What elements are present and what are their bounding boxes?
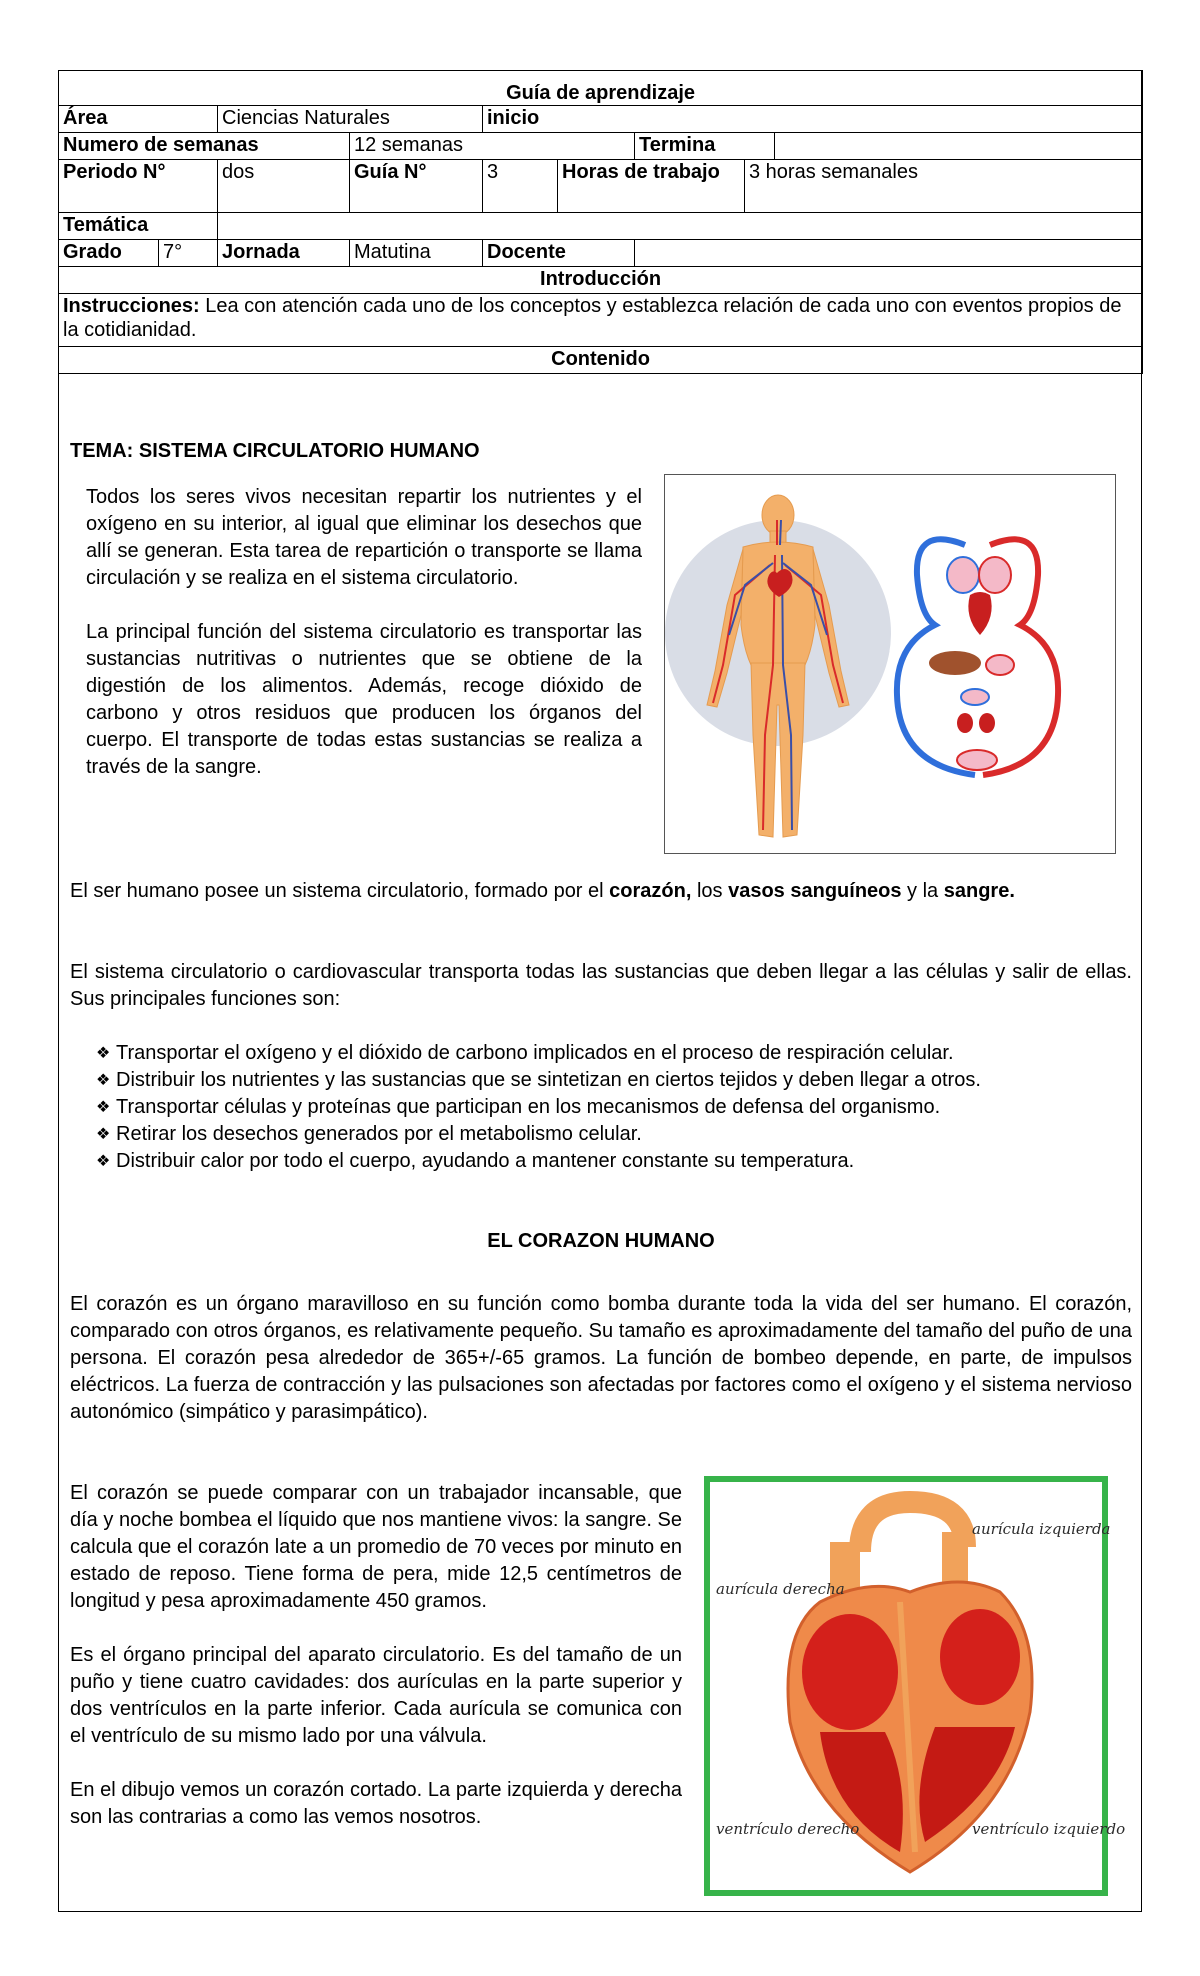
guia-value: 3: [483, 160, 558, 213]
semanas-value: 12 semanas: [350, 133, 635, 160]
docente-label: Docente: [483, 240, 635, 267]
term-corazon: corazón,: [609, 880, 692, 902]
circulatory-system-image: [664, 474, 1116, 854]
paragraph: Todos los seres vivos necesitan repartir los nutrientes y el oxígeno en su interior, al igual que eliminar los desechos que allí se generan. Esta tarea de repartición o transporte se llama circulación y se realiza en el sistema circulatorio.: [86, 486, 642, 589]
list-item: ❖ Transportar el oxígeno y el dióxido de carbono implicados en el proceso de respiración celular.: [70, 1040, 1132, 1067]
periodo-label: Periodo N°: [59, 160, 218, 213]
paragraph-functions-intro: El sistema circulatorio o cardiovascular transporta todas las sustancias que deben llegar a las células y salir de ellas. Sus principales funciones son:: [70, 961, 1132, 1010]
instructions-label: Instrucciones:: [63, 295, 200, 317]
paragraph: En el dibujo vemos un corazón cortado. La parte izquierda y derecha son las contrarias a como las vemos nosotros.: [70, 1779, 682, 1828]
jornada-label: Jornada: [218, 240, 350, 267]
tematica-label: Temática: [59, 213, 218, 240]
paragraph: El corazón se puede comparar con un trabajador incansable, que día y noche bombea el líquido que nos mantiene vivos: la sangre. Se calcula que el corazón late a un promedio de 70 veces por minuto en estado de reposo. Tiene forma de pera, mide 12,5 centímetros de longitud y pesa aproximadamente 450 gramos.: [70, 1482, 682, 1612]
diamond-bullet-icon: ❖: [96, 1099, 111, 1116]
list-item: ❖ Distribuir calor por todo el cuerpo, ayudando a mantener constante su temperatura.: [70, 1148, 1132, 1175]
intro-paragraphs: [86, 484, 642, 781]
diamond-bullet-icon: ❖: [96, 1045, 111, 1062]
horas-value: 3 horas semanales: [745, 160, 1143, 213]
heart-illustration: [710, 1482, 1126, 1890]
guide-header: [58, 70, 1142, 374]
paragraph: Es el órgano principal del aparato circulatorio. Es del tamaño de un puño y tiene cuatro cavidades: dos aurículas en la parte superior y dos ventrículos en la parte inferior. Cada aurícula se comunica con el ventrículo de su mismo lado por una válvula.: [70, 1644, 682, 1747]
header-table: [58, 70, 1143, 374]
circulatory-illustration: [665, 475, 1115, 853]
term-vasos: vasos sanguíneos: [728, 880, 902, 902]
instructions: [59, 294, 1143, 347]
guia-label: Guía N°: [350, 160, 483, 213]
contenido-label: Contenido: [59, 347, 1143, 374]
term-sangre: sangre.: [943, 880, 1015, 902]
diamond-bullet-icon: ❖: [96, 1072, 111, 1089]
area-value: Ciencias Naturales: [218, 106, 483, 133]
tema-heading: TEMA: SISTEMA CIRCULATORIO HUMANO: [70, 440, 480, 462]
paragraph: La principal función del sistema circulatorio es transportar las sustancias nutritivas o nutrientes que se obtiene de la digestión de los alimentos. Además, recoge dióxido de carbono y otros residuos que producen los órganos del cuerpo. El transporte de todas estas sustancias se realiza a través de la sangre.: [86, 621, 642, 778]
heart-image: [704, 1476, 1126, 1896]
semanas-label: Numero de semanas: [59, 133, 350, 160]
intro-label: Introducción: [59, 267, 1143, 294]
termina-value: [775, 133, 1143, 160]
grado-label: Grado: [59, 240, 159, 267]
list-item: ❖ Distribuir los nutrientes y las sustancias que se sintetizan en ciertos tejidos y deben llegar a otros.: [70, 1067, 1132, 1094]
area-label: Área: [59, 106, 218, 133]
functions-list: [70, 1040, 1132, 1175]
diamond-bullet-icon: ❖: [96, 1153, 111, 1170]
docente-value: [635, 240, 1143, 267]
instructions-text: Lea con atención cada uno de los conceptos y establezca relación de cada uno con eventos propios de la cotidianidad.: [63, 295, 1122, 341]
termina-label: Termina: [635, 133, 775, 160]
periodo-value: dos: [218, 160, 350, 213]
diamond-bullet-icon: ❖: [96, 1126, 111, 1143]
heart-section-title: EL CORAZON HUMANO: [487, 1230, 715, 1252]
jornada-value: Matutina: [350, 240, 483, 267]
inicio-label: inicio: [483, 106, 1143, 133]
label-auricula-izquierda: aurícula izquierda: [972, 1520, 1111, 1538]
label-ventriculo-izquierdo: ventrículo izquierdo: [972, 1820, 1126, 1838]
list-item: ❖ Transportar células y proteínas que participan en los mecanismos de defensa del organismo.: [70, 1094, 1132, 1121]
paragraph-system-components: El ser humano posee un sistema circulatorio, formado por el corazón, los vasos sanguíneos y la sangre.: [70, 880, 1015, 902]
guide-title: Guía de aprendizaje: [59, 71, 1143, 106]
horas-label: Horas de trabajo: [558, 160, 745, 213]
heart-paragraph-1: El corazón es un órgano maravilloso en su función como bomba durante toda la vida del ser humano. El corazón, comparado con otros órganos, es relativamente pequeño. Su tamaño es aproximadamente del tamaño del puño de una persona. El corazón pesa alrededor de 365+/-65 gramos. La función de bombeo depende, en parte, de impulsos eléctricos. La fuerza de contracción y las pulsaciones son afectadas por factores como el oxígeno y el sistema nervioso autonómico (simpático y parasimpático).: [70, 1293, 1132, 1423]
list-item: ❖ Retirar los desechos generados por el metabolismo celular.: [70, 1121, 1132, 1148]
label-auricula-derecha: aurícula derecha: [716, 1580, 845, 1598]
tematica-value: [218, 213, 1143, 240]
grado-value: 7°: [159, 240, 218, 267]
heart-paragraphs: [70, 1480, 682, 1831]
label-ventriculo-derecho: ventrículo derecho: [716, 1820, 860, 1838]
